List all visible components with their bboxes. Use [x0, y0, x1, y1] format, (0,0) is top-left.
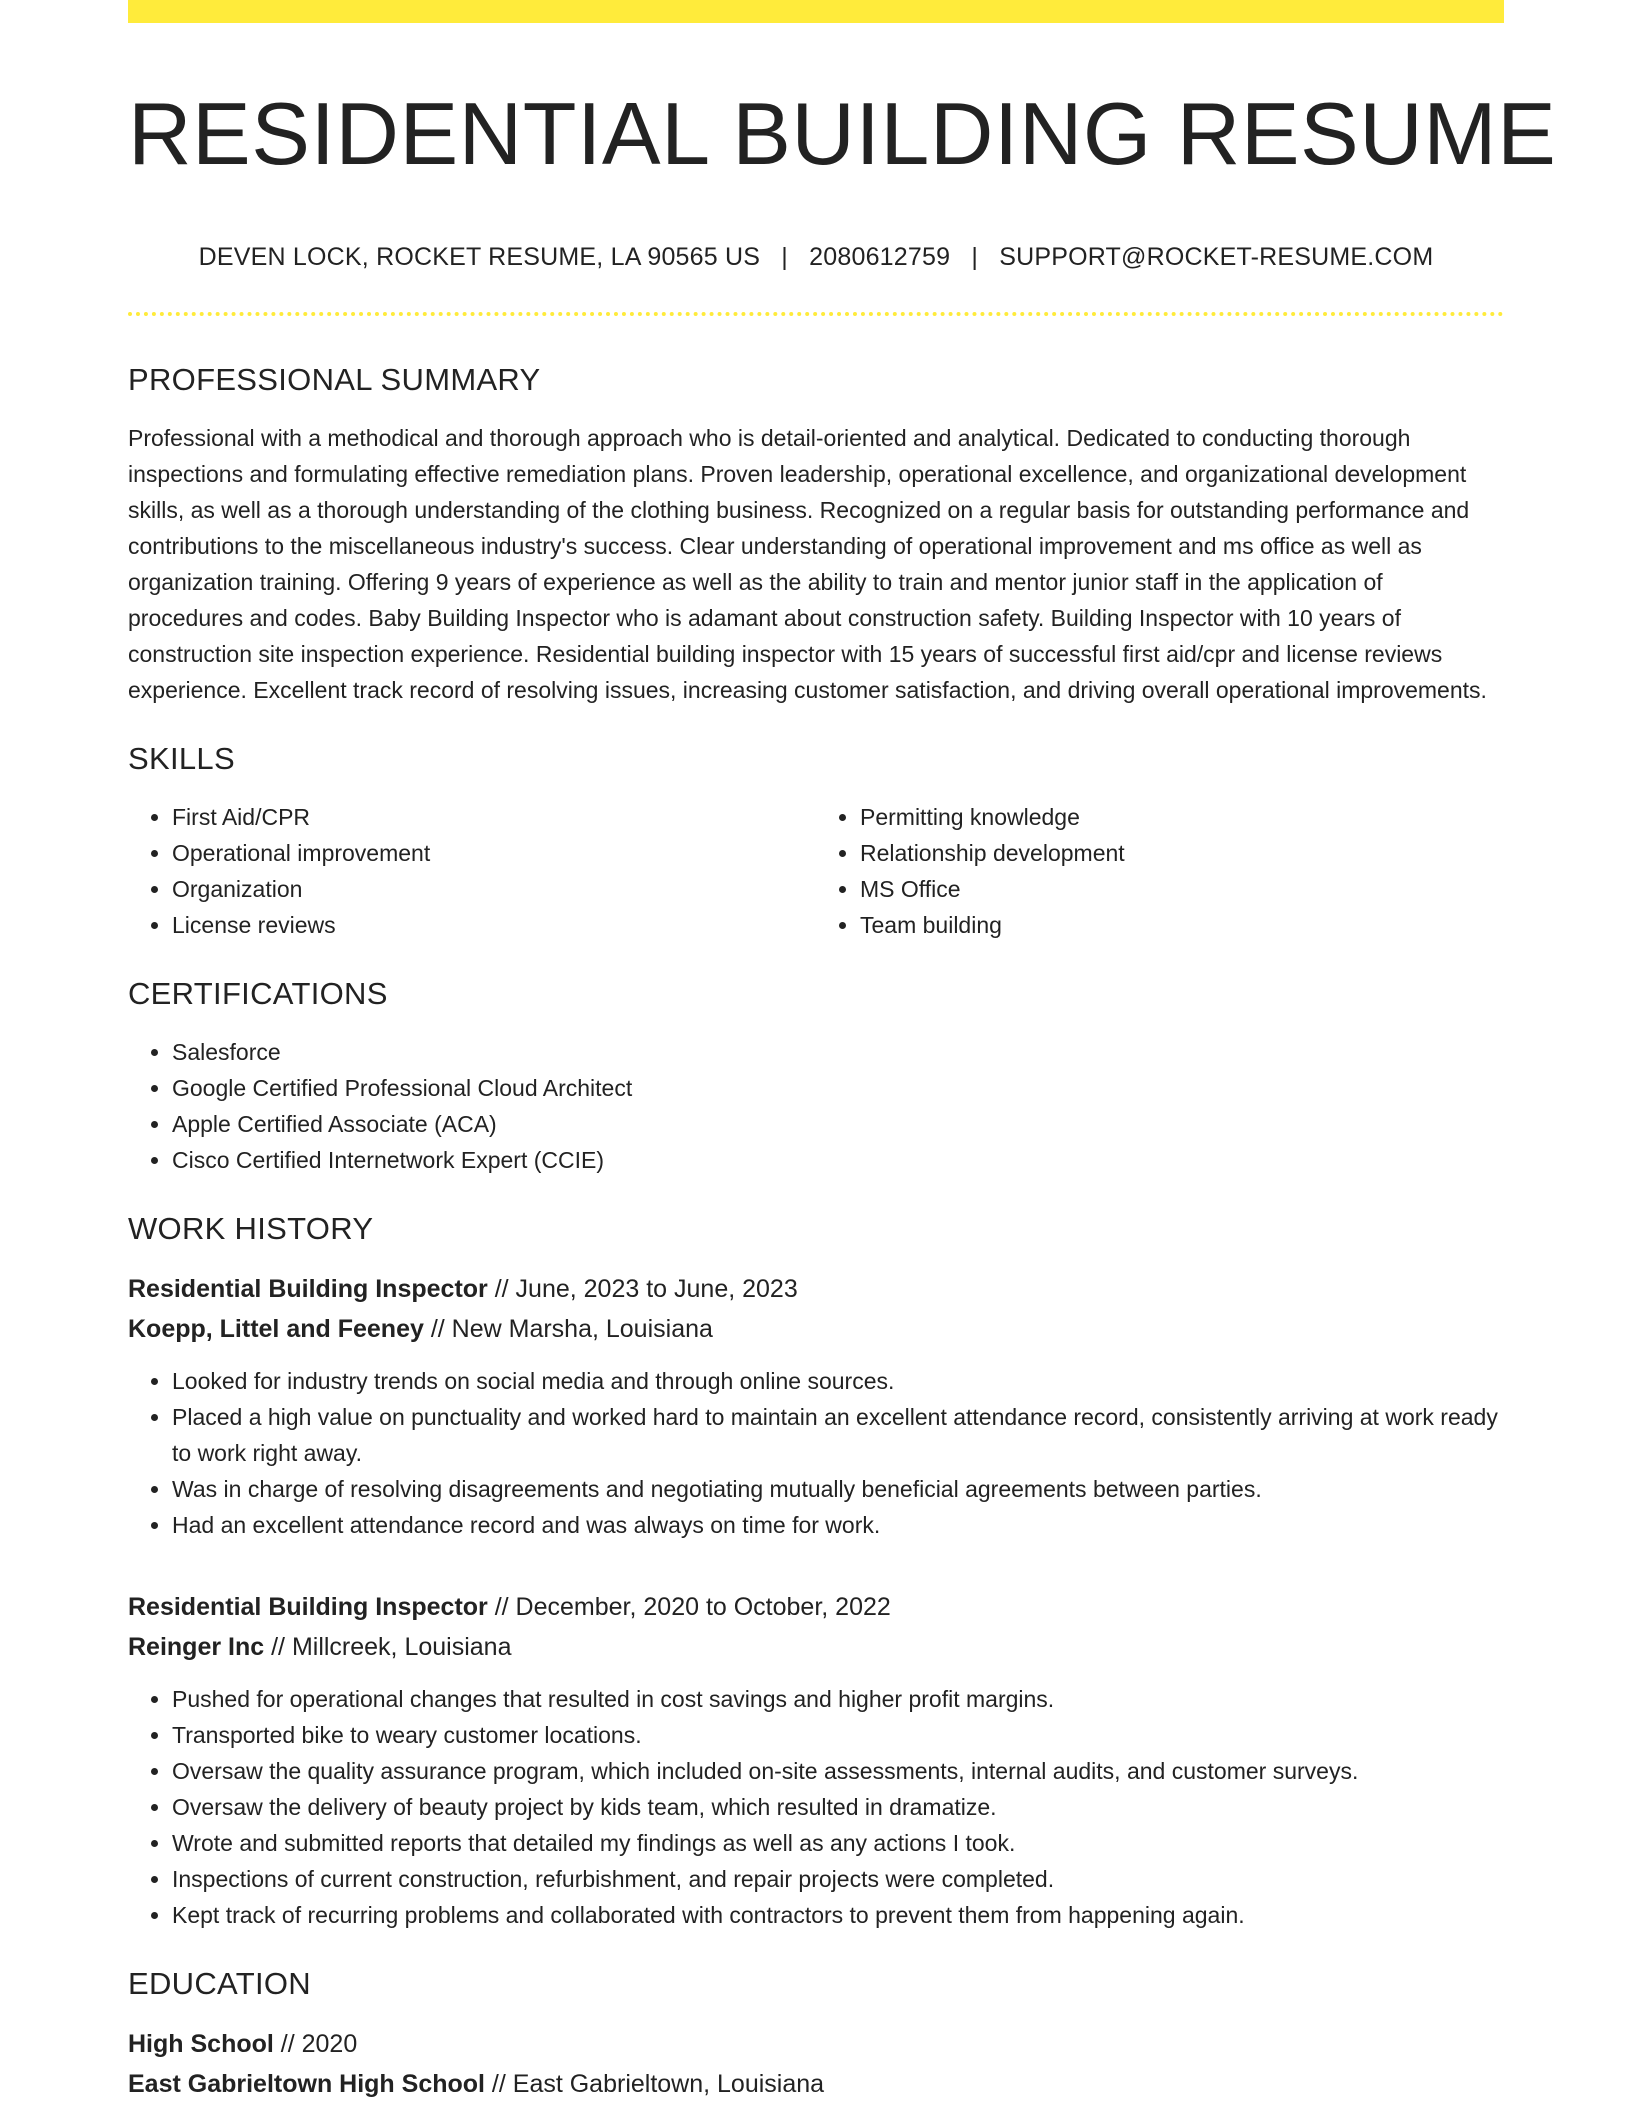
job-role: Residential Building Inspector — [128, 1592, 488, 1621]
job-location: // Millcreek, Louisiana — [264, 1632, 512, 1661]
certification-item: • Apple Certified Associate (ACA) — [172, 1106, 1504, 1142]
contact-separator: | — [971, 242, 979, 271]
job-bullets — [128, 1363, 1504, 1543]
job-bullet: • Was in charge of resolving disagreements and negotiating mutually beneficial agreements between parties. — [172, 1471, 1504, 1507]
job-bullet: • Placed a high value on punctuality and worked hard to maintain an excellent attendance record, consistently arriving at work ready to work right away. — [172, 1399, 1504, 1471]
certifications-heading: CERTIFICATIONS — [128, 975, 388, 1011]
certifications-list — [128, 1034, 1504, 1178]
dotted-divider — [128, 312, 1504, 316]
education-year: // 2020 — [273, 2029, 358, 2058]
contact-address: DEVEN LOCK, ROCKET RESUME, LA 90565 US — [198, 242, 761, 271]
resume-page — [128, 0, 1557, 2104]
skill-item: • Team building — [860, 907, 1504, 943]
education-school: East Gabrieltown High School — [128, 2069, 485, 2098]
skills-list — [128, 799, 1504, 943]
skills-heading: SKILLS — [128, 740, 235, 776]
job-dates: // June, 2023 to June, 2023 — [487, 1274, 798, 1303]
skills-column-left — [128, 799, 816, 943]
education-heading: EDUCATION — [128, 1965, 311, 2001]
job-location: // New Marsha, Louisiana — [423, 1314, 713, 1343]
skill-item: • Permitting knowledge — [860, 799, 1504, 835]
job-bullet: • Transported bike to weary customer locations. — [172, 1717, 1504, 1753]
summary-text: Professional with a methodical and thorough approach who is detail-oriented and analytical. Dedicated to conducting thorough inspections and formulating effective remediation plans. Proven leadership, operational excellence, and organizational development skills, as well as a thorough understanding of the clothing business. Recognized on a regular basis for outstanding performance and contributions to the miscellaneous industry's success. Clear understanding of operational improvement and ms office as well as organization training. Offering 9 years of experience as well as the ability to train and mentor junior staff in the application of procedures and codes. Baby Building Inspector who is adamant about construction safety. Building Inspector with 10 years of construction site inspection experience. Residential building inspector with 15 years of successful first aid/cpr and license reviews experience. Excellent track record of resolving issues, increasing customer satisfaction, and driving overall operational improvements. — [128, 424, 1487, 703]
job-bullet: • Pushed for operational changes that resulted in cost savings and higher profit margins. — [172, 1681, 1504, 1717]
job-bullet: • Wrote and submitted reports that detailed my findings as well as any actions I took. — [172, 1825, 1504, 1861]
job-bullet: • Looked for industry trends on social media and through online sources. — [172, 1363, 1504, 1399]
work-history-heading: WORK HISTORY — [128, 1210, 374, 1246]
job-company-line — [128, 1309, 1504, 1349]
job-dates: // December, 2020 to October, 2022 — [487, 1592, 891, 1621]
education-location: // East Gabrieltown, Louisiana — [484, 2069, 825, 2098]
certification-item: • Salesforce — [172, 1034, 1504, 1070]
certification-item: • Google Certified Professional Cloud Architect — [172, 1070, 1504, 1106]
job-bullet: • Oversaw the delivery of beauty project by kids team, which resulted in dramatize. — [172, 1789, 1504, 1825]
job-title-line — [128, 1587, 1504, 1627]
contact-separator: | — [781, 242, 788, 271]
contact-line — [128, 243, 1504, 272]
skill-item: • First Aid/CPR — [172, 799, 816, 835]
skill-item: • Relationship development — [860, 835, 1504, 871]
job-bullets — [128, 1681, 1504, 1933]
accent-top-bar — [128, 0, 1504, 23]
job-title-line — [128, 1269, 1504, 1309]
summary-heading: PROFESSIONAL SUMMARY — [128, 361, 541, 397]
job-company-line — [128, 1627, 1504, 1667]
education-degree: High School — [128, 2029, 274, 2058]
job-company: Koepp, Littel and Feeney — [128, 1314, 424, 1343]
certification-item: • Cisco Certified Internetwork Expert (CCIE) — [172, 1142, 1504, 1178]
education-school-line — [128, 2064, 1504, 2104]
contact-email[interactable]: SUPPORT@ROCKET-RESUME.COM — [999, 242, 1434, 271]
skill-item: • Operational improvement — [172, 835, 816, 871]
skill-item: • License reviews — [172, 907, 816, 943]
skill-item: • Organization — [172, 871, 816, 907]
job-bullet: • Kept track of recurring problems and collaborated with contractors to prevent them from happening again. — [172, 1897, 1504, 1933]
job-bullet: • Had an excellent attendance record and was always on time for work. — [172, 1507, 1504, 1543]
job-role: Residential Building Inspector — [128, 1274, 488, 1303]
job-bullet: • Inspections of current construction, refurbishment, and repair projects were completed. — [172, 1861, 1504, 1897]
education-degree-line — [128, 2024, 1504, 2064]
skills-column-right — [816, 799, 1504, 943]
skill-item: • MS Office — [860, 871, 1504, 907]
resume-title: RESIDENTIAL BUILDING RESUME — [128, 84, 1557, 183]
contact-phone[interactable]: 2080612759 — [809, 242, 951, 271]
job-bullet: • Oversaw the quality assurance program, which included on-site assessments, internal audits, and customer surveys. — [172, 1753, 1504, 1789]
job-company: Reinger Inc — [128, 1632, 265, 1661]
